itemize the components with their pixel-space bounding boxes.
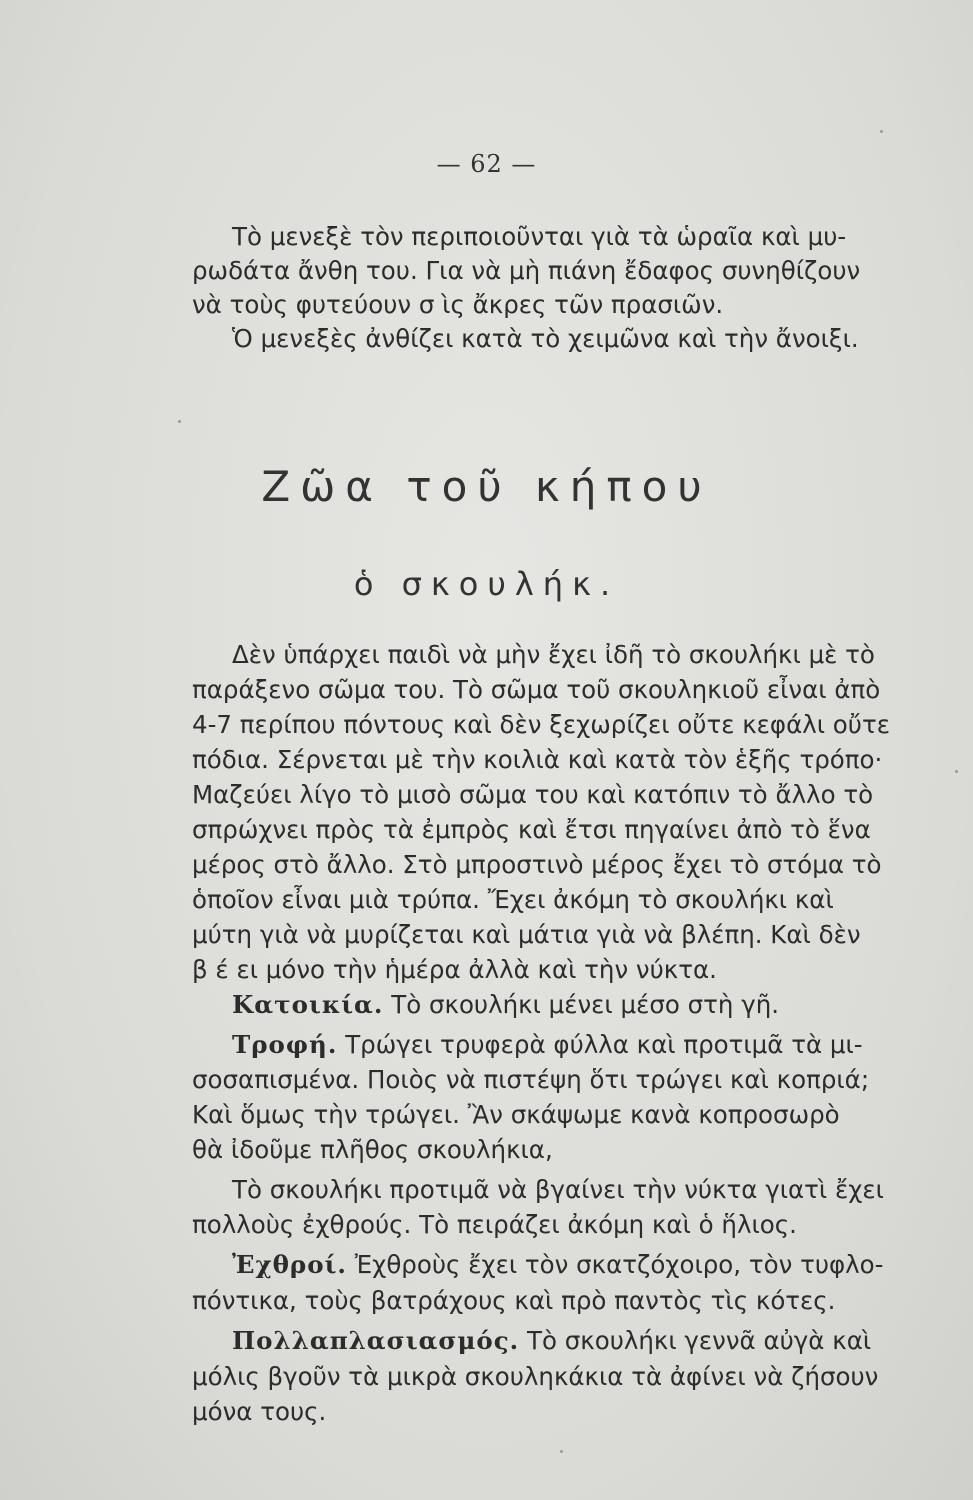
paper-speck (178, 420, 181, 423)
text-line: Μαζεύει λίγο τὸ μισὸ σῶμα του καὶ κατόπιν τὸ ἄλλο τὸ (192, 780, 874, 809)
paragraph-ehthroi (232, 1250, 884, 1280)
text-line: 4-7 περίπου πόντους καὶ δὲν ξεχωρίζει οὔτε κεφάλι οὔτε (192, 710, 890, 739)
text-line: ὁποῖον εἶναι μιὰ τρύπα. Ἔχει ἀκόμη τὸ σκουλήκι καὶ (192, 885, 834, 914)
text-line: Τὸ μενεξὲ τὸν περιποιοῦνται γιὰ τὰ ὡραῖα καὶ μυ- (232, 222, 847, 251)
section-subheading: ὁ σκουλήκ. (353, 565, 620, 603)
paragraph-label: Κατοικία. (232, 990, 384, 1019)
text-line: μέρος στὸ ἄλλο. Στὸ μπροστινὸ μέρος ἔχει τὸ στόμα τὸ (192, 850, 882, 879)
paragraph-text: Τρώγει τρυφερὰ φύλλα καὶ προτιμᾶ τὰ μι- (345, 1030, 863, 1059)
paragraph-katoikia (232, 990, 779, 1020)
paper-speck (955, 770, 958, 773)
page-number: — 62 — (436, 150, 537, 178)
text-line: μόνα τους. (192, 1397, 327, 1426)
paper-speck (560, 1450, 563, 1453)
text-line: πολλοὺς ἐχθρούς. Τὸ πειράζει ἀκόμη καὶ ὁ ἥλιος. (192, 1210, 797, 1239)
section-heading: Ζῶα τοῦ κήπου (261, 462, 712, 511)
text-line: νὰ τοὺς φυτεύουν σ ὶς ἄκρες τῶν πρασιῶν. (192, 290, 724, 319)
text-line: Ὁ μενεξὲς ἀνθίζει κατὰ τὸ χειμῶνα καὶ τὴν ἄνοιξι. (232, 324, 859, 353)
text-line: πόδια. Σέρνεται μὲ τὴν κοιλιὰ καὶ κατὰ τὸν ἑξῆς τρόπο· (192, 745, 883, 774)
paragraph-text: Τὸ σκουλήκι μένει μέσο στὴ γῆ. (391, 990, 780, 1019)
text-line: μόλις βγοῦν τὰ μικρὰ σκουληκάκια τὰ ἀφίνει νὰ ζήσουν (192, 1362, 879, 1391)
paragraph-pollaplasiasmos (232, 1326, 871, 1356)
text-line: Τὸ σκουλήκι προτιμᾶ νὰ βγαίνει τὴν νύκτα γιατὶ ἔχει (232, 1175, 884, 1204)
text-line: σπρώχνει πρὸς τὰ ἐμπρὸς καὶ ἔτσι πηγαίνει ἀπὸ τὸ ἕνα (192, 815, 871, 844)
paragraph-trofi (232, 1030, 863, 1060)
paragraph-label: Πολλαπλασιασμός. (232, 1326, 520, 1355)
paper-speck (880, 130, 883, 133)
paragraph-label: Ἐχθροί. (232, 1250, 347, 1279)
text-line: παράξενο σῶμα του. Τὸ σῶμα τοῦ σκουληκιοῦ εἶναι ἀπὸ (192, 675, 881, 704)
text-line: Δὲν ὑπάρχει παιδὶ νὰ μὴν ἔχει ἰδῆ τὸ σκουλήκι μὲ τὸ (232, 640, 875, 669)
text-line: σοσαπισμένα. Ποιὸς νὰ πιστέψη ὅτι τρώγει καὶ κοπριά; (192, 1065, 870, 1094)
paragraph-text: Ἐχθροὺς ἔχει τὸν σκατζόχοιρο, τὸν τυφλο- (354, 1250, 884, 1279)
text-line: ρωδάτα ἄνθη του. Για νὰ μὴ πιάνη ἔδαφος συνηθίζουν (192, 256, 861, 285)
text-line: μύτη γιὰ νὰ μυρίζεται καὶ μάτια γιὰ νὰ βλέπη. Καὶ δὲν (192, 920, 861, 949)
paragraph-text: Τὸ σκουλήκι γεννᾶ αὐγὰ καὶ (527, 1326, 872, 1355)
text-line: Καὶ ὅμως τὴν τρώγει. Ἂν σκάψωμε κανὰ κοπροσωρὸ (192, 1100, 840, 1129)
text-line: θὰ ἰδοῦμε πλῆθος σκουλήκια, (192, 1135, 553, 1164)
paragraph-label: Τροφή. (232, 1030, 338, 1059)
text-line: πόντικα, τοὺς βατράχους καὶ πρὸ παντὸς τὶς κότες. (192, 1286, 836, 1315)
text-line: β έ ει μόνο τὴν ἡμέρα ἀλλὰ καὶ τὴν νύκτα. (192, 955, 717, 984)
